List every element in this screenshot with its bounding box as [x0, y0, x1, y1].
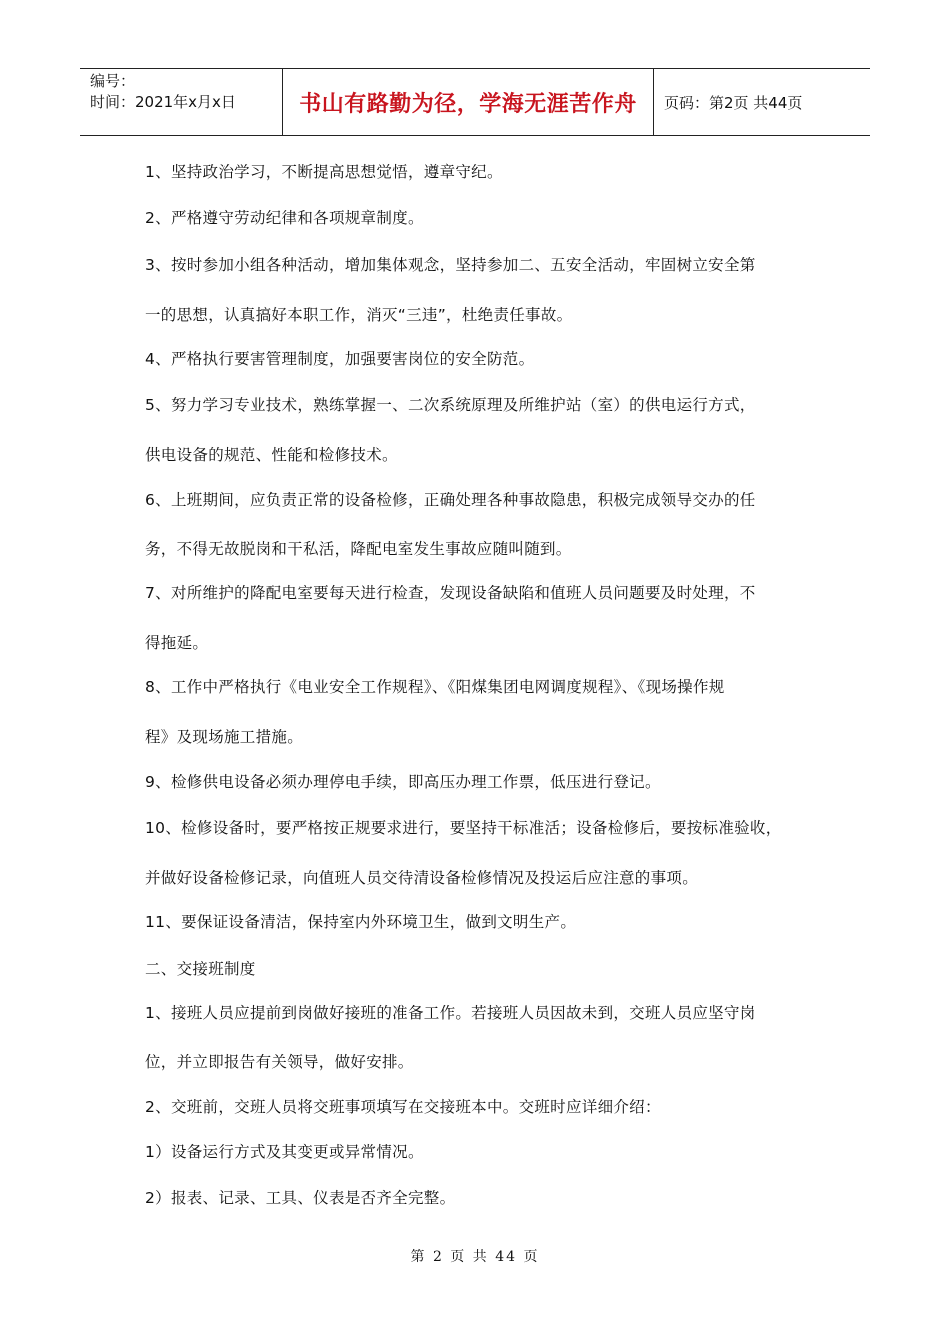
- document-time: 时间：2021年x月x日: [90, 93, 236, 111]
- body-line: 程》及现场施工措施。: [145, 728, 304, 746]
- body-line: 并做好设备检修记录，向值班人员交待清设备检修情况及投运后应注意的事项。: [145, 869, 699, 887]
- page-header: [80, 68, 870, 136]
- section-heading: 二、交接班制度: [145, 960, 256, 978]
- body-line: 务，不得无故脱岗和干私活，降配电室发生事故应随叫随到。: [145, 540, 572, 558]
- body-line: 供电设备的规范、性能和检修技术。: [145, 446, 398, 464]
- body-line: 10、检修设备时，要严格按正规要求进行，要坚持干标准活；设备检修后，要按标准验收，: [145, 819, 782, 837]
- body-line: 11、要保证设备清洁，保持室内外环境卫生，做到文明生产。: [145, 913, 577, 931]
- body-line: 1）设备运行方式及其变更或异常情况。: [145, 1143, 424, 1161]
- body-line: 1、坚持政治学习，不断提高思想觉悟，遵章守纪。: [145, 163, 503, 181]
- motto: 书山有路勤为径，学海无涯苦作舟: [299, 91, 637, 117]
- document-code-label: 编号：: [90, 72, 136, 90]
- body-line: 2、交班前，交班人员将交班事项填写在交接班本中。交班时应详细介绍：: [145, 1098, 661, 1116]
- header-motto-cell: [282, 69, 654, 135]
- header-meta: [80, 69, 282, 135]
- body-line: 一的思想，认真搞好本职工作，消灭“三违”，杜绝责任事故。: [145, 306, 573, 324]
- body-line: 9、检修供电设备必须办理停电手续，即高压办理工作票，低压进行登记。: [145, 773, 661, 791]
- body-line: 位，并立即报告有关领导，做好安排。: [145, 1053, 414, 1071]
- body-line: 8、工作中严格执行《电业安全工作规程》、《阳煤集团电网调度规程》、《现场操作规: [145, 678, 725, 696]
- body-line: 3、按时参加小组各种活动，增加集体观念，坚持参加二、五安全活动，牢固树立安全第: [145, 256, 756, 274]
- body-line: 7、对所维护的降配电室要每天进行检查，发现设备缺陷和值班人员问题要及时处理，不: [145, 584, 756, 602]
- page-footer: 第 2 页 共 44 页: [410, 1249, 540, 1265]
- body-line: 6、上班期间，应负责正常的设备检修，正确处理各种事故隐患，积极完成领导交办的任: [145, 491, 756, 509]
- page-info: 页码：第2页 共44页: [664, 93, 803, 112]
- body-line: 2）报表、记录、工具、仪表是否齐全完整。: [145, 1189, 456, 1207]
- header-page-info-cell: [654, 69, 870, 135]
- body-line: 2、严格遵守劳动纪律和各项规章制度。: [145, 209, 424, 227]
- body-line: 5、努力学习专业技术，熟练掌握一、二次系统原理及所维护站（室）的供电运行方式，: [145, 396, 756, 414]
- body-line: 得拖延。: [145, 634, 209, 652]
- body-line: 1、接班人员应提前到岗做好接班的准备工作。若接班人员因故未到，交班人员应坚守岗: [145, 1004, 756, 1022]
- body-line: 4、严格执行要害管理制度，加强要害岗位的安全防范。: [145, 350, 535, 368]
